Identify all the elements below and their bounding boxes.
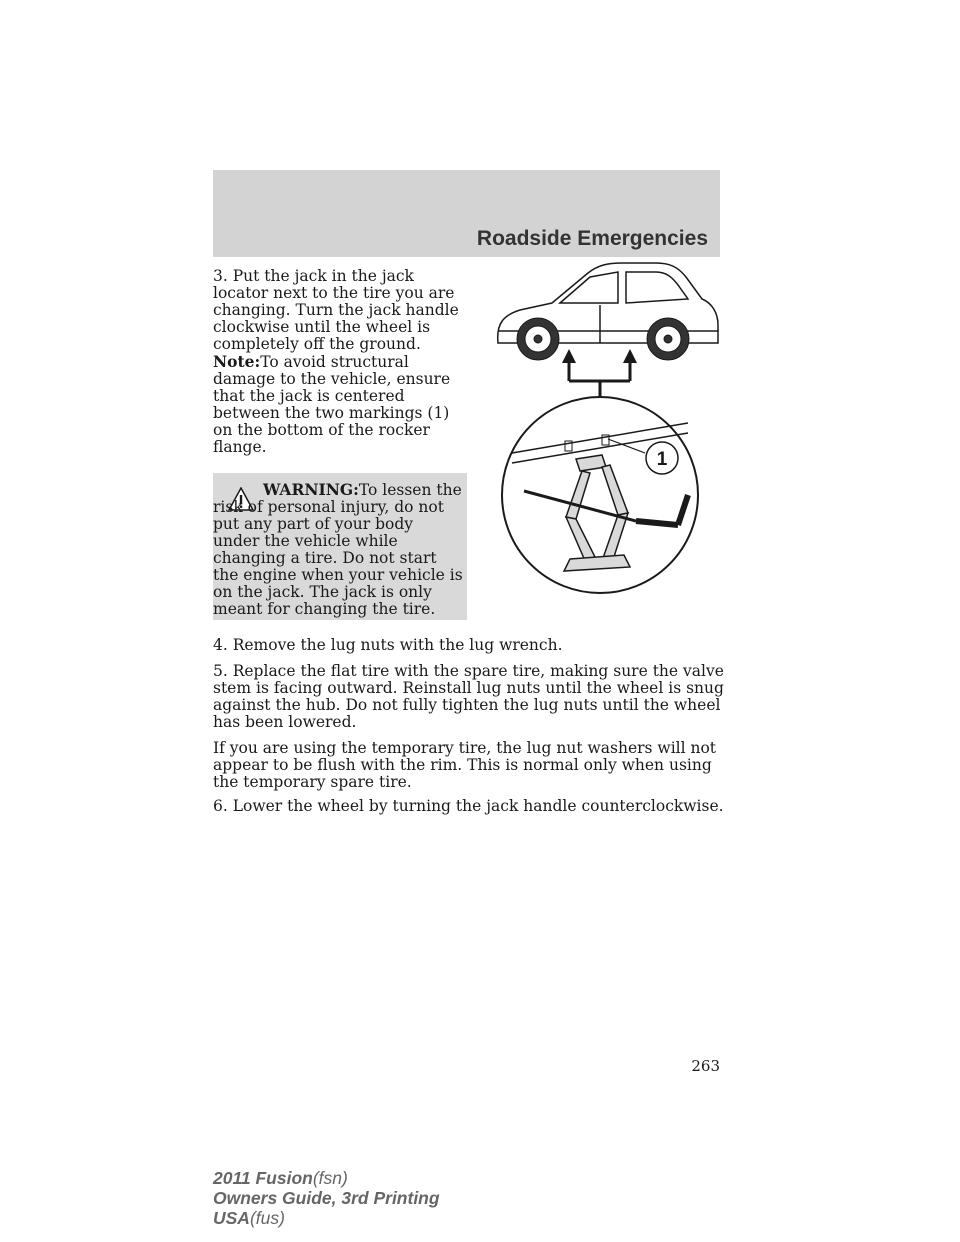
step-5-text: 5. Replace the flat tire with the spare tire, making sure the valve stem is facing outward. Reinstall lug nuts until the wheel is snug against the hub. Do not fully tighten the lug nuts until the wheel has been lowered.: [213, 662, 724, 731]
step-3-text: 3. Put the jack in the jack locator next to the tire you are changing. Turn the jack handle clockwise until the wheel is completely off the ground.: [213, 267, 459, 353]
footer-line-2: Owners Guide, 3rd Printing: [213, 1188, 440, 1208]
jack-placement-illustration: [490, 195, 722, 607]
footer-line-1: 2011 Fusion(fsn): [213, 1168, 348, 1188]
step-6-text: 6. Lower the wheel by turning the jack handle counterclockwise.: [213, 797, 724, 815]
warning-text: To lessen the risk of personal injury, do not put any part of your body under the vehicle while changing a tire. Do not start the engine when your vehicle is on the jack. The jack is only meant for changing the tire.: [213, 481, 463, 618]
warning-paragraph: [213, 481, 463, 618]
section-title: Roadside Emergencies: [476, 227, 708, 250]
warning-box: [213, 473, 467, 620]
note-text: To avoid structural damage to the vehicle, ensure that the jack is centered between the two markings (1) on the bottom of the rocker flange.: [213, 353, 451, 456]
front-wheel: [517, 318, 559, 360]
note-label: Note:: [213, 352, 261, 371]
step-4-text: 4. Remove the lug nuts with the lug wrench.: [213, 636, 563, 654]
temporary-tire-text: If you are using the temporary tire, the lug nut washers will not appear to be flush with the rim. This is normal only when using the temporary spare tire.: [213, 739, 717, 791]
jack-point-arrows: [562, 349, 637, 400]
rear-wheel: [647, 318, 689, 360]
footer: [213, 1168, 440, 1228]
note-paragraph: [213, 353, 468, 456]
warning-label: WARNING:: [263, 480, 359, 499]
footer-line-3: USA(fus): [213, 1208, 285, 1228]
jack-detail-circle: [502, 397, 698, 593]
page-number: 263: [691, 1057, 720, 1075]
callout-label: 1: [656, 449, 668, 470]
